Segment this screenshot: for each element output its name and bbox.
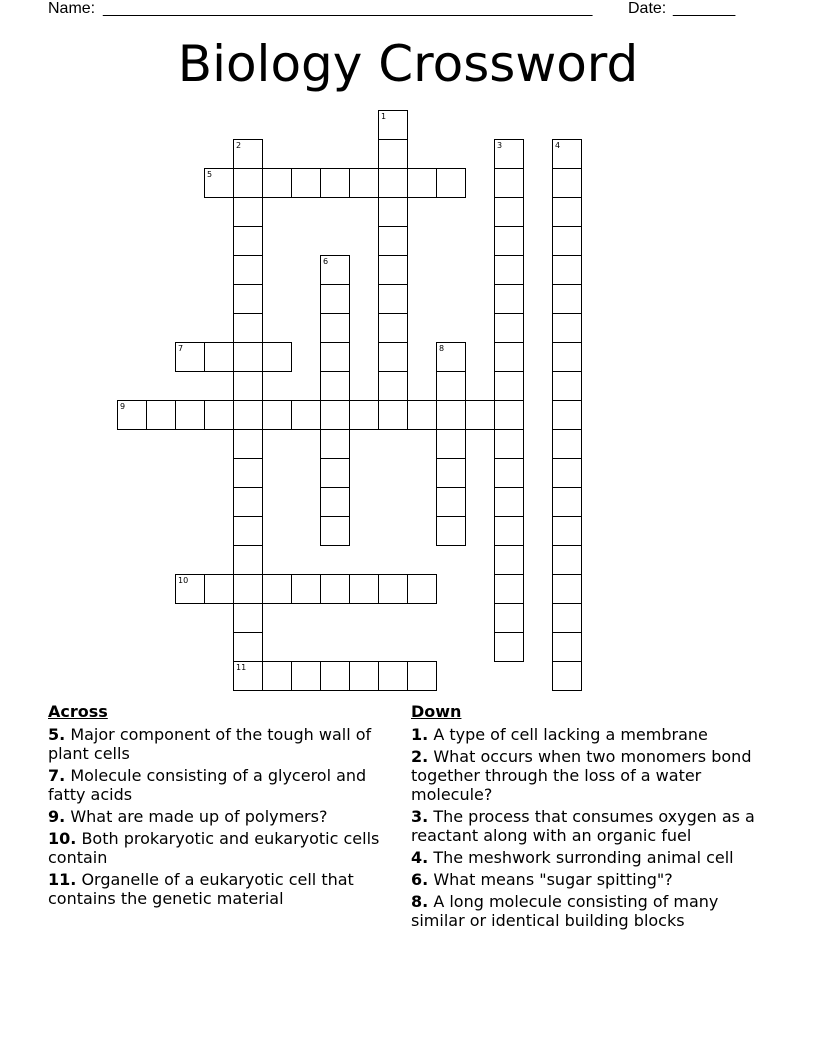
grid-cell[interactable] (436, 458, 466, 488)
clue-text: The process that consumes oxygen as a reactant along with an organic fuel (411, 807, 755, 845)
grid-cell[interactable] (494, 429, 524, 459)
cell-number: 2 (236, 141, 242, 150)
grid-cell[interactable] (233, 197, 263, 227)
grid-cell[interactable] (378, 255, 408, 285)
grid-cell[interactable] (552, 429, 582, 459)
grid-cell[interactable] (436, 487, 466, 517)
down-clue (411, 870, 771, 889)
grid-cell[interactable] (494, 603, 524, 633)
across-clue (48, 829, 393, 867)
grid-cell[interactable] (552, 487, 582, 517)
grid-cell[interactable] (233, 168, 263, 198)
grid-cell[interactable] (378, 574, 408, 604)
grid-cell[interactable] (320, 284, 350, 314)
grid-cell[interactable] (494, 168, 524, 198)
grid-cell[interactable] (552, 458, 582, 488)
grid-cell[interactable] (407, 168, 437, 198)
grid-cell[interactable] (233, 342, 263, 372)
grid-cell[interactable] (175, 574, 205, 604)
grid-cell[interactable] (436, 168, 466, 198)
grid-cell[interactable] (378, 371, 408, 401)
grid-cell[interactable] (494, 400, 524, 430)
grid-cell[interactable] (552, 139, 582, 169)
down-clues (411, 702, 771, 933)
clue-number: 9. (48, 807, 66, 826)
page-title: Biology Crossword (177, 35, 639, 93)
down-heading: Down (411, 702, 462, 721)
grid-cell[interactable] (552, 603, 582, 633)
grid-cell[interactable] (378, 139, 408, 169)
grid-cell[interactable] (552, 255, 582, 285)
clue-number: 1. (411, 725, 429, 744)
grid-cell[interactable] (494, 487, 524, 517)
grid-cell[interactable] (320, 458, 350, 488)
grid-cell[interactable] (320, 487, 350, 517)
clue-text: A type of cell lacking a membrane (433, 725, 708, 744)
grid-cell[interactable] (117, 400, 147, 430)
grid-cell[interactable] (494, 516, 524, 546)
cell-number: 8 (439, 344, 445, 353)
grid-cell[interactable] (494, 342, 524, 372)
grid-cell[interactable] (320, 255, 350, 285)
grid-cell[interactable] (233, 284, 263, 314)
clue-number: 5. (48, 725, 66, 744)
grid-cell[interactable] (291, 574, 321, 604)
down-clue (411, 848, 771, 867)
cell-number: 7 (178, 344, 184, 353)
grid-cell[interactable] (320, 313, 350, 343)
grid-cell[interactable] (291, 661, 321, 691)
grid-cell[interactable] (552, 313, 582, 343)
clue-number: 8. (411, 892, 429, 911)
down-clue-list (411, 725, 771, 930)
grid-cell[interactable] (320, 516, 350, 546)
cell-number: 11 (236, 663, 247, 672)
grid-cell[interactable] (175, 342, 205, 372)
grid-cell[interactable] (262, 574, 292, 604)
grid-cell[interactable] (494, 371, 524, 401)
grid-cell[interactable] (233, 574, 263, 604)
grid-cell[interactable] (552, 400, 582, 430)
grid-cell[interactable] (436, 516, 466, 546)
grid-cell[interactable] (494, 574, 524, 604)
grid-cell[interactable] (233, 487, 263, 517)
grid-cell[interactable] (552, 574, 582, 604)
grid-cell[interactable] (320, 400, 350, 430)
cell-number: 3 (497, 141, 503, 150)
across-clue (48, 807, 393, 826)
grid-cell[interactable] (349, 400, 379, 430)
clue-text: Both prokaryotic and eukaryotic cells contain (48, 829, 380, 867)
across-clue (48, 870, 393, 908)
name-field[interactable]: _______________________________________________________ (103, 0, 593, 17)
grid-cell[interactable] (204, 400, 234, 430)
grid-cell[interactable] (320, 574, 350, 604)
name-label: Name: (48, 0, 96, 17)
down-clue (411, 892, 771, 930)
grid-cell[interactable] (552, 545, 582, 575)
down-clue (411, 747, 771, 804)
grid-cell[interactable] (494, 139, 524, 169)
grid-cell[interactable] (320, 371, 350, 401)
grid-cell[interactable] (233, 313, 263, 343)
grid-cell[interactable] (378, 197, 408, 227)
grid-cell[interactable] (233, 255, 263, 285)
clue-text: What are made up of polymers? (70, 807, 328, 826)
grid-cell[interactable] (320, 168, 350, 198)
across-clue (48, 725, 393, 763)
across-heading: Across (48, 702, 108, 721)
grid-cell[interactable] (378, 110, 408, 140)
cell-number: 5 (207, 170, 213, 179)
grid-cell[interactable] (552, 226, 582, 256)
grid-cell[interactable] (262, 168, 292, 198)
across-clue (48, 766, 393, 804)
grid-cell[interactable] (349, 661, 379, 691)
grid-cell[interactable] (233, 226, 263, 256)
clue-text: What means "sugar spitting"? (433, 870, 673, 889)
grid-cell[interactable] (552, 342, 582, 372)
grid-cell[interactable] (349, 168, 379, 198)
cell-number: 10 (178, 576, 189, 585)
grid-cell[interactable] (436, 371, 466, 401)
grid-cell[interactable] (349, 574, 379, 604)
grid-cell[interactable] (552, 197, 582, 227)
grid-cell[interactable] (494, 632, 524, 662)
grid-cell[interactable] (494, 284, 524, 314)
grid-cell[interactable] (378, 661, 408, 691)
across-clues (48, 702, 393, 911)
grid-cell[interactable] (233, 429, 263, 459)
grid-cell[interactable] (233, 545, 263, 575)
clue-number: 6. (411, 870, 429, 889)
clue-number: 10. (48, 829, 77, 848)
grid-cell[interactable] (378, 226, 408, 256)
grid-cell[interactable] (204, 342, 234, 372)
grid-cell[interactable] (436, 400, 466, 430)
grid-cell[interactable] (233, 516, 263, 546)
grid-cell[interactable] (320, 342, 350, 372)
grid-cell[interactable] (320, 429, 350, 459)
grid-cell[interactable] (494, 313, 524, 343)
grid-cell[interactable] (436, 429, 466, 459)
grid-cell[interactable] (233, 139, 263, 169)
grid-cell[interactable] (407, 661, 437, 691)
grid-cell[interactable] (378, 400, 408, 430)
grid-cell[interactable] (552, 168, 582, 198)
grid-cell[interactable] (233, 603, 263, 633)
clue-text: The meshwork surronding animal cell (433, 848, 734, 867)
clue-number: 4. (411, 848, 429, 867)
grid-cell[interactable] (233, 371, 263, 401)
grid-cell[interactable] (494, 197, 524, 227)
grid-cell[interactable] (378, 313, 408, 343)
grid-cell[interactable] (494, 458, 524, 488)
grid-cell[interactable] (494, 226, 524, 256)
grid-cell[interactable] (291, 168, 321, 198)
grid-cell[interactable] (552, 516, 582, 546)
grid-cell[interactable] (552, 371, 582, 401)
grid-cell[interactable] (552, 632, 582, 662)
date-label: Date: (628, 0, 667, 17)
grid-cell[interactable] (378, 284, 408, 314)
grid-cell[interactable] (233, 400, 263, 430)
cell-number: 4 (555, 141, 561, 150)
clue-text: Organelle of a eukaryotic cell that contains the genetic material (48, 870, 354, 908)
clue-number: 3. (411, 807, 429, 826)
clue-text: What occurs when two monomers bond together through the loss of a water molecule? (411, 747, 752, 804)
across-clue-list (48, 725, 393, 908)
grid-cell[interactable] (552, 661, 582, 691)
grid-cell[interactable] (494, 545, 524, 575)
grid-cell[interactable] (233, 632, 263, 662)
date-field[interactable]: _______ (673, 0, 736, 17)
grid-cell[interactable] (291, 400, 321, 430)
grid-cell[interactable] (494, 255, 524, 285)
grid-cell[interactable] (407, 400, 437, 430)
clue-number: 7. (48, 766, 66, 785)
grid-cell[interactable] (552, 284, 582, 314)
grid-cell[interactable] (204, 168, 234, 198)
grid-cell[interactable] (436, 342, 466, 372)
grid-cell[interactable] (378, 168, 408, 198)
grid-cell[interactable] (175, 400, 205, 430)
grid-cell[interactable] (262, 661, 292, 691)
cell-number: 9 (120, 402, 126, 411)
grid-cell[interactable] (407, 574, 437, 604)
grid-cell[interactable] (204, 574, 234, 604)
cell-number: 6 (323, 257, 329, 266)
grid-cell[interactable] (262, 400, 292, 430)
clue-number: 2. (411, 747, 429, 766)
down-clue (411, 807, 771, 845)
grid-cell[interactable] (233, 661, 263, 691)
grid-cell[interactable] (146, 400, 176, 430)
grid-cell[interactable] (233, 458, 263, 488)
grid-cell[interactable] (320, 661, 350, 691)
clue-text: Major component of the tough wall of plant cells (48, 725, 372, 763)
grid-cell[interactable] (465, 400, 495, 430)
cell-number: 1 (381, 112, 387, 121)
clue-number: 11. (48, 870, 77, 889)
clue-text: A long molecule consisting of many similar or identical building blocks (411, 892, 719, 930)
grid-cell[interactable] (378, 342, 408, 372)
down-clue (411, 725, 771, 744)
grid-cell[interactable] (262, 342, 292, 372)
clue-text: Molecule consisting of a glycerol and fatty acids (48, 766, 367, 804)
